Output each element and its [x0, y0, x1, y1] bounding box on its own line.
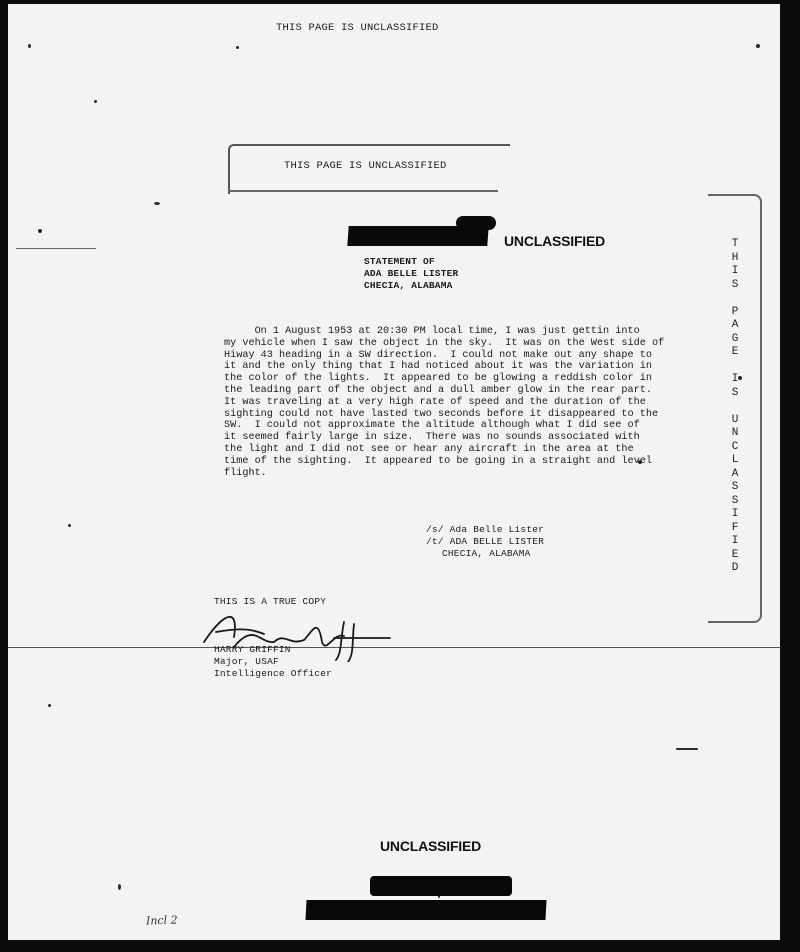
side-notice-letter: G [731, 332, 739, 345]
body-line: it and the only thing that I had noticed about it was the variation in [224, 361, 652, 373]
unclassified-stamp-top: UNCLASSIFIED [504, 233, 606, 249]
enclosure-note: Incl 2 [145, 913, 178, 928]
body-line: SW. I could not approximate the altitude although what I did see of [224, 420, 640, 432]
body-line: On 1 August 1953 at 20:30 PM local time, I was just gettin into [224, 326, 640, 337]
side-notice-letter: S [731, 494, 739, 507]
body-line: the leading part of the object and a dull amber glow in the rear part. [224, 384, 652, 396]
body-line: Hiway 43 heading in a SW direction. I could not make out any shape to [224, 349, 652, 361]
redaction-bar [370, 876, 512, 896]
fold-line [8, 647, 780, 648]
side-notice-letter: I [731, 508, 739, 520]
signed-name: /s/ Ada Belle Lister [426, 524, 545, 535]
scan-speck [236, 46, 239, 49]
scan-speck [38, 229, 42, 233]
side-notice-letter: S [731, 481, 739, 493]
body-line: flight. [224, 467, 267, 479]
statement-heading: STATEMENT OF [364, 256, 435, 267]
side-notice-letter: L [731, 454, 739, 466]
redaction-bar [456, 216, 496, 230]
scan-speck [68, 524, 71, 527]
statement-body [224, 326, 665, 479]
body-line: It was traveling at a very high rate of speed and the duration of the [224, 396, 646, 408]
body-line: the light and I did not see or hear any aircraft in the area at the [224, 443, 634, 455]
side-notice-letter: E [731, 548, 739, 561]
side-notice-letter: A [731, 319, 739, 331]
scan-speck [756, 44, 760, 48]
unclassified-stamp-bottom: UNCLASSIFIED [380, 838, 482, 854]
body-line: my vehicle when I saw the object in the sky. It was on the West side of [224, 337, 665, 349]
side-notice-letter: D [731, 562, 739, 574]
side-notice-letter: E [731, 346, 739, 358]
officer-name: HARRY GRIFFIN [214, 644, 291, 655]
boxed-classification-notice: THIS PAGE IS UNCLASSIFIED [284, 160, 447, 172]
notice-bracket-bottom [228, 190, 498, 192]
statement-place: CHECIA, ALABAMA [364, 280, 453, 291]
scan-speck [28, 44, 31, 48]
redaction-bar [305, 900, 546, 920]
side-notice-letter: C [731, 440, 739, 453]
true-copy-label: THIS IS A TRUE COPY [214, 596, 327, 607]
body-line: time of the sighting. It appeared to be going in a straight and level [224, 455, 652, 467]
side-notice-letter: F [731, 521, 739, 534]
side-notice-letter: P [731, 305, 739, 318]
side-classification-notice [729, 238, 741, 576]
body-line: it seemed fairly large in size. There was no sounds associated with [224, 432, 640, 444]
statement-name: ADA BELLE LISTER [364, 268, 459, 279]
side-notice-letter: I [731, 535, 739, 547]
scan-line [16, 248, 96, 249]
body-line: the color of the lights. It appeared to be glowing a reddish color in [224, 373, 652, 385]
document-page [8, 4, 780, 940]
side-notice-letter: T [731, 238, 739, 250]
side-notice-letter: I [731, 373, 739, 385]
side-notice-letter: S [731, 386, 739, 399]
body-line: sighting could not have lasted two seconds before it disappeared to the [224, 408, 659, 420]
side-notice-letter: A [731, 467, 739, 480]
side-notice-letter: U [731, 413, 739, 426]
top-classification-notice: THIS PAGE IS UNCLASSIFIED [276, 22, 439, 34]
typed-name: /t/ ADA BELLE LISTER [426, 536, 545, 547]
officer-title: Intelligence Officer [214, 668, 333, 679]
side-notice-letter: N [731, 427, 739, 439]
scan-speck [154, 202, 160, 205]
scan-speck [676, 748, 698, 750]
side-notice-letter: H [731, 251, 739, 264]
side-notice-letter: S [731, 278, 739, 291]
officer-rank: Major, USAF [214, 656, 279, 667]
side-notice-letter: I [731, 265, 739, 277]
scan-speck [94, 100, 97, 103]
signatory-place: CHECIA, ALABAMA [442, 548, 531, 559]
scan-speck [118, 884, 121, 890]
scan-speck [48, 704, 51, 707]
